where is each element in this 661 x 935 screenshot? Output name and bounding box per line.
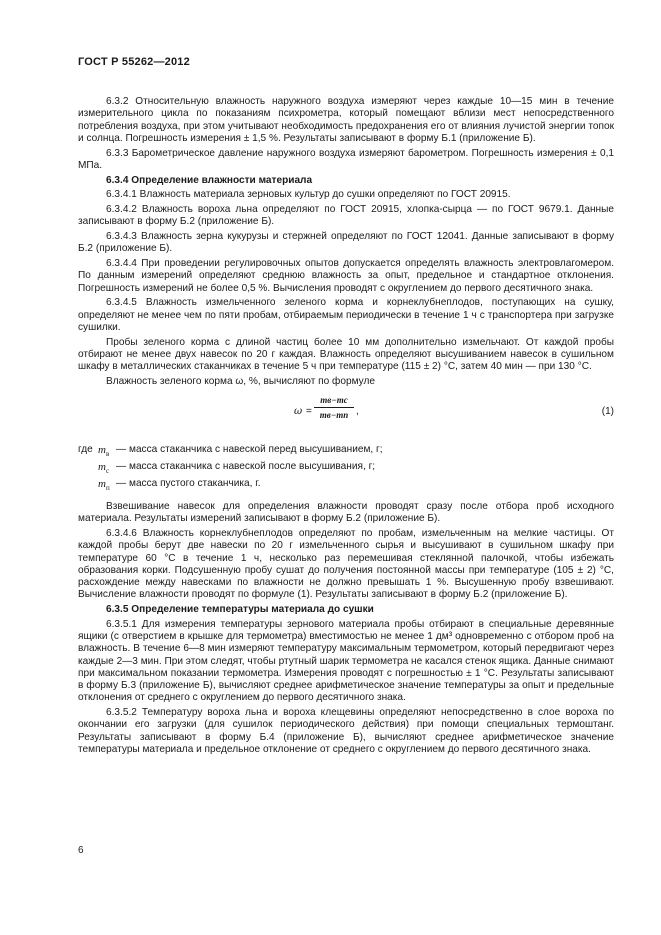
formula-denominator: mв−mп: [319, 410, 349, 421]
paragraph-green-feed-samples: Пробы зеленого корма с длиной частиц более 10 мм дополнительно измельчают. От каждой пробы отбирают не менее двух навесок по 20 г каждая. Влажность определяют высушиванием навесок в сушильном шкафу в металлических стаканчиках в течение 5 ч при температуре (115 ± 2) °С, затем 40 мин — при 130 °С.: [78, 336, 614, 372]
page-number: 6: [78, 845, 84, 856]
legend-row: [78, 478, 614, 495]
formula-equals: =: [306, 406, 312, 417]
document-body: [78, 96, 614, 759]
paragraph-formula-intro: Влажность зеленого корма ω, %, вычисляют по формуле: [106, 375, 375, 387]
paragraph-6-3-4-3: 6.3.4.3 Влажность зерна кукурузы и стержней определяют по ГОСТ 12041. Данные записывают в форму Б.2 (приложение Б).: [78, 231, 614, 255]
legend-text: масса стаканчика с навеской после высушивания, г;: [129, 461, 376, 472]
legend-row: [78, 444, 614, 461]
formula-number: (1): [601, 406, 614, 417]
paragraph-6-3-4-2: 6.3.4.2 Влажность вороха льна определяют по ГОСТ 20915, хлопка-сырца — по ГОСТ 9679.1. Данные записывают в форму Б.2 (приложение Б).: [78, 204, 614, 228]
moisture-formula: [78, 392, 614, 438]
paragraph-6-3-4-5: 6.3.4.5 Влажность измельченного зеленого корма и корнеклубнеплодов, поступающих на сушку, определяют не менее чем по пяти пробам, отбираемым периодически в течение 1 ч с транспортера при загрузке сушилки.: [78, 297, 614, 333]
paragraph-6-3-5-1: 6.3.5.1 Для измерения температуры зернового материала пробы отбирают в специальные деревянные ящики (с отверстием в крышке для термометра) вместимостью не менее 1 дм³ одновременно с отбором проб на влажность. В течение 6—8 мин измеряют температуру максимальным термометром, который передвигают через каждые 2—3 мин. При этом следят, чтобы ртутный шарик термометра не касался стенок ящика. Данные снимают при максимальном показании термометра. Измерения проводят с погрешностью ± 1 °С. Результаты записывают в форму Б.3 (приложение Б), вычисляют среднее арифметическое значение температуры за опыт и предельные отклонения от среднего с округлением до первого десятичного знака.: [78, 618, 615, 704]
legend-symbol: $m_п$: [98, 478, 110, 493]
legend-dash: —: [116, 444, 127, 455]
formula-legend: [78, 444, 614, 495]
formula-numerator: mв−mс: [314, 394, 354, 408]
paragraph-6-3-4-1: 6.3.4.1 Влажность материала зерновых культур до сушки определяют по ГОСТ 20915.: [106, 189, 511, 201]
paragraph-6-3-3: 6.3.3 Барометрическое давление наружного воздуха измеряют барометром. Погрешность измерения ± 0,1 МПа.: [78, 147, 614, 171]
paragraph-6-3-5-2: 6.3.5.2 Температуру вороха льна и вороха клещевины определяют непосредственно в слое вороха по окончании его загрузки (для сушилок периодического действия) при помощи специальных термоштанг. Результаты записывают в форму Б.4 (приложение Б), вычисляют среднее арифметическое значение температуры материала и предельное отклонение от среднего с округлением до первого десятичного знака.: [78, 707, 614, 755]
paragraph-weighing: Взвешивание навесок для определения влажности проводят сразу после отбора проб исходного материала. Результаты измерений записывают в форму Б.2 (приложение Б).: [78, 501, 614, 525]
legend-text: масса пустого стаканчика, г.: [129, 478, 261, 489]
section-heading-6-3-5: 6.3.5 Определение температуры материала до сушки: [106, 604, 374, 615]
paragraph-6-3-2: 6.3.2 Относительную влажность наружного воздуха измеряют через каждые 10—15 мин в течение измерительного цикла по показаниям психрометра, который помещают вблизи мест непосредственного потребления воздуха, при этом учитывают необходимость предохранения его от влияния лучистой энергии топок и солнца. Погрешность измерения ± 1,5 %. Результаты записывают в форму Б.1 (приложение Б).: [78, 96, 614, 144]
legend-dash: —: [116, 461, 127, 472]
paragraph-6-3-4-4: 6.3.4.4 При проведении регулировочных опытов допускается определять влажность электровлагомером. По данным измерений определяют среднюю влажность за опыт, предельное и стандартное отклонения. Погрешность измерений не более 0,5 %. Вычисления проводят с округлением до первого десятичного знака.: [78, 258, 614, 294]
legend-symbol: $m_в$: [98, 444, 110, 459]
paragraph-6-3-4-6: 6.3.4.6 Влажность корнеклубнеплодов определяют по пробам, измельченным на мелкие частицы. От каждой пробы берут две навески по 20 г измельченного сырья и высушивают в сушильном шкафу при температуре 60 °С в течение 1 ч, несколько раз перемешивая стеклянной палочкой, чтобы избежать образования корки. Подсушенную пробу сушат до получения постоянной массы при температуре (105 ± 2) °С, расхождение между навесками по влажности не должно превышать 1 %. Высушенную пробу взвешивают. Вычисление влажности проводят по формуле (1). Результаты записывают в форму Б.2 (приложение Б).: [78, 528, 614, 601]
legend-label: где: [78, 444, 93, 455]
legend-row: [78, 461, 614, 478]
legend-dash: —: [116, 478, 127, 489]
legend-symbol: $m_с$: [98, 461, 110, 476]
legend-text: масса стаканчика с навеской перед высушиванием, г;: [129, 444, 383, 455]
formula-fraction: [314, 394, 354, 422]
formula-comma: ,: [356, 406, 359, 417]
section-heading-6-3-4: 6.3.4 Определение влажности материала: [106, 174, 313, 186]
document-header: ГОСТ Р 55262—2012: [78, 56, 190, 68]
formula-lhs: ω: [294, 406, 303, 417]
